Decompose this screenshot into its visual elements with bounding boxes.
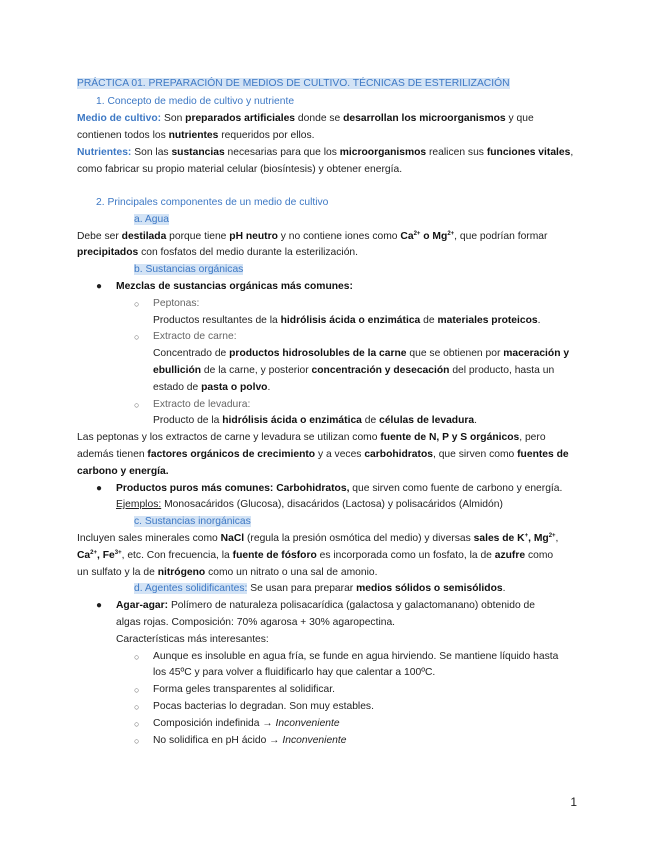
nutrientes-definition-line-2: como fabricar su propio material celular (biosíntesis) y obtener energía. (77, 164, 403, 175)
fuentes-text-2: además tienen factores orgánicos de crecimiento y a veces carbohidratos, que sirven como fuentes de (77, 449, 569, 460)
agua-text-line-2: precipitados con fosfatos del medio durante la esterilización. (77, 247, 359, 258)
bullet-icon: ● (96, 483, 103, 494)
bullet-icon: ● (96, 600, 103, 611)
circle-bullet-icon: ○ (134, 685, 140, 695)
medio-definition-line-1: Medio de cultivo: Son preparados artificiales donde se desarrollan los microorganismos y que (77, 113, 534, 124)
mezclas-heading: Mezclas de sustancias orgánicas más comunes: (116, 281, 353, 292)
page-number: 1 (570, 795, 577, 809)
extracto-carne-label: Extracto de carne: (153, 331, 237, 342)
nutrientes-definition-line-1: Nutrientes: Son las sustancias necesarias para que los microorganismos realicen sus funciones vitales, (77, 147, 574, 158)
circle-bullet-icon: ○ (134, 702, 140, 712)
extracto-levadura-text: Producto de la hidrólisis ácida o enzimática de células de levadura. (153, 415, 477, 426)
peptonas-label: Peptonas: (153, 298, 200, 309)
productos-puros-text: Productos puros más comunes: Carbohidratos, que sirven como fuente de carbono y energía. (116, 483, 563, 494)
extracto-carne-text-1: Concentrado de productos hidrosolubles de la carne que se obtienen por maceración y (153, 348, 570, 359)
circle-bullet-icon: ○ (134, 400, 140, 410)
extracto-carne-text-3: estado de pasta o polvo. (153, 382, 271, 393)
subsection-c-heading: c. Sustancias inorgánicas (134, 516, 251, 527)
inorganicas-text-3: un sulfato y la de nitrógeno como un nitrato o una sal de amonio. (77, 567, 378, 578)
caracteristicas-heading: Características más interesantes: (116, 634, 269, 645)
caracteristica-3: Pocas bacterias lo degradan. Son muy estables. (153, 701, 374, 712)
circle-bullet-icon: ○ (134, 736, 140, 746)
caracteristica-1-line-2: los 45ºC y para volver a fluidificarlo hay que calentar a 100ºC. (153, 667, 436, 678)
fuentes-text-1: Las peptonas y los extractos de carne y levadura se utilizan como fuente de N, P y S orgánicos, pero (77, 432, 546, 443)
document-title: PRÁCTICA 01. PREPARACIÓN DE MEDIOS DE CULTIVO. TÉCNICAS DE ESTERILIZACIÓN (77, 78, 510, 89)
medio-definition-line-2: contienen todos los nutrientes requeridos por ellos. (77, 130, 315, 141)
caracteristica-1-line-1: Aunque es insoluble en agua fría, se funde en agua hirviendo. Se mantiene líquido hasta (153, 651, 559, 662)
agua-text-line-1: Debe ser destilada porque tiene pH neutro y no contiene iones como $Ca^{2+}$ o $Mg^{2+}$, que podrían formar (77, 231, 548, 242)
inorganicas-text-2: $Ca^{2+}$, $Fe^{3+}$, etc. Con frecuencia, la fuente de fósforo es incorporada como un fosfato, la de azufre como (77, 550, 554, 561)
inorganicas-text-1: Incluyen sales minerales como NaCl (regula la presión osmótica del medio) y diversas sales de K+, $Mg^{2+}$, (77, 533, 559, 544)
caracteristica-5: No solidifica en pH ácido → Inconveniente (153, 735, 347, 746)
subsection-b-heading: b. Sustancias orgánicas (134, 264, 244, 275)
circle-bullet-icon: ○ (134, 299, 140, 309)
ejemplos-line: Ejemplos: Monosacáridos (Glucosa), disacáridos (Lactosa) y polisacáridos (Almidón) (116, 499, 503, 510)
circle-bullet-icon: ○ (134, 719, 140, 729)
subsection-d-heading: d. Agentes solidificantes: Se usan para preparar medios sólidos o semisólidos. (134, 583, 506, 594)
caracteristica-4: Composición indefinida → Inconveniente (153, 718, 340, 729)
subsection-a-heading: a. Agua (134, 214, 169, 225)
agar-text-2: algas rojas. Composición: 70% agarosa + 30% agaropectina. (116, 617, 396, 628)
agar-text-1: Agar-agar: Polímero de naturaleza polisacarídica (galactosa y galactomanano) obtenido de (116, 600, 535, 611)
circle-bullet-icon: ○ (134, 652, 140, 662)
extracto-levadura-label: Extracto de levadura: (153, 399, 251, 410)
caracteristica-2: Forma geles transparentes al solidificar. (153, 684, 335, 695)
section-1-heading: 1. Concepto de medio de cultivo y nutriente (96, 96, 295, 107)
peptonas-text: Productos resultantes de la hidrólisis ácida o enzimática de materiales proteicos. (153, 315, 541, 326)
bullet-icon: ● (96, 281, 103, 292)
section-2-heading: 2. Principales componentes de un medio de cultivo (96, 197, 329, 208)
fuentes-text-3: carbono y energía. (77, 466, 169, 477)
circle-bullet-icon: ○ (134, 332, 140, 342)
extracto-carne-text-2: ebullición de la carne, y posterior concentración y desecación del producto, hasta un (153, 365, 555, 376)
